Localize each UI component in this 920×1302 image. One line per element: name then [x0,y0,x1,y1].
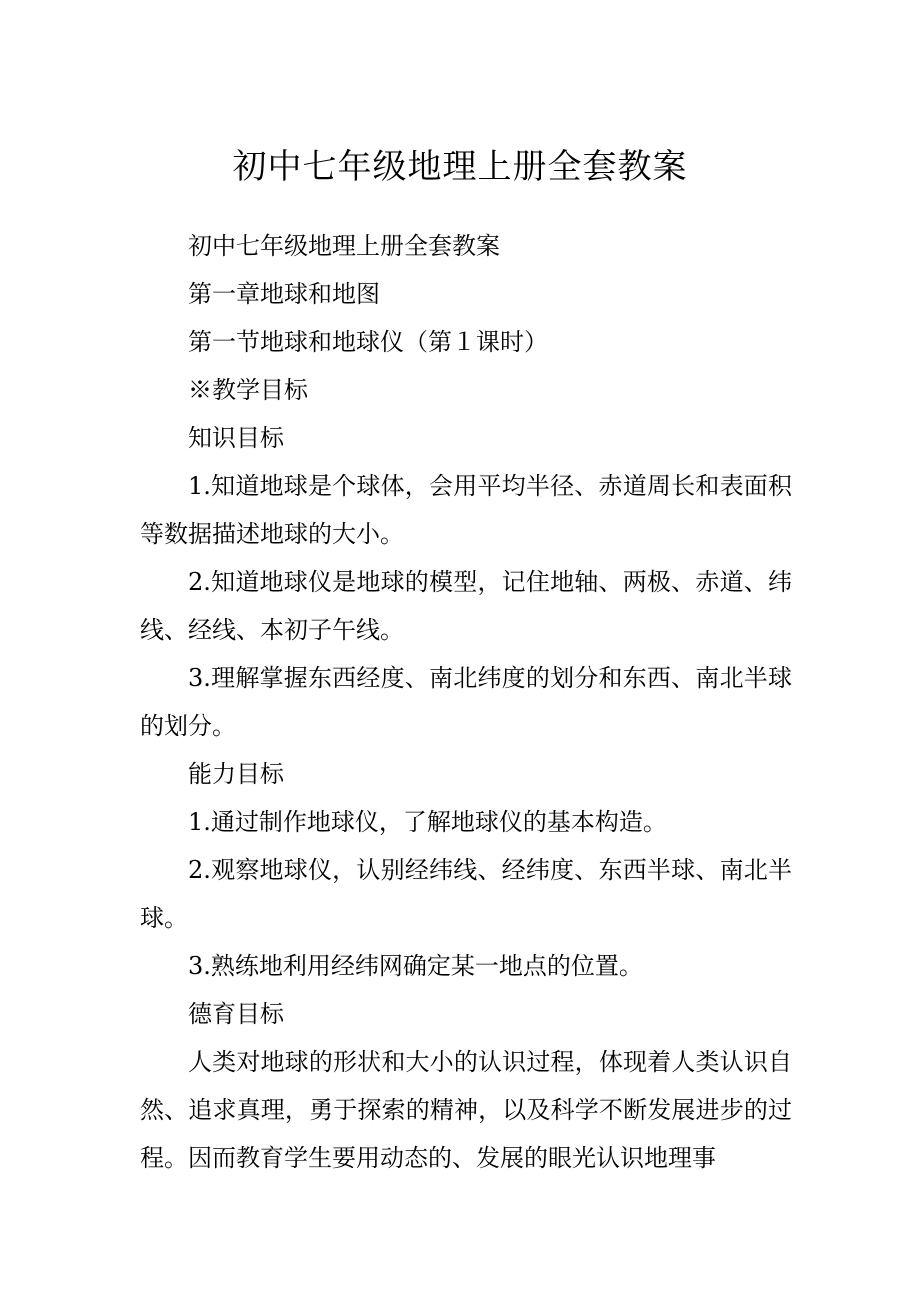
ability-goal-item: 3.熟练地利用经纬网确定某一地点的位置。 [188,952,643,980]
ability-goal-item: 2.观察地球仪，认别经纬线、经纬度、东西半球、南北半球。 [140,856,792,932]
knowledge-goal-item: 3.理解掌握东西经度、南北纬度的划分和东西、南北半球的划分。 [140,664,792,740]
knowledge-goal-item: 2.知道地球仪是地球的模型，记住地轴、两极、赤道、纬线、经线、本初子午线。 [140,568,792,644]
ability-goal-item: 1.通过制作地球仪，了解地球仪的基本构造。 [188,808,667,836]
document-body [140,222,792,1182]
teaching-goals-heading: ※教学目标 [188,376,308,404]
ability-goals-heading: 能力目标 [188,760,284,788]
document-title: 初中七年级地理上册全套教案 [232,147,688,187]
knowledge-goals-heading: 知识目标 [188,424,284,452]
knowledge-goal-item: 1.知道地球是个球体，会用平均半径、赤道周长和表面积等数据描述地球的大小。 [140,472,792,548]
moral-goals-heading: 德育目标 [188,1000,284,1028]
subtitle-paragraph: 初中七年级地理上册全套教案 [188,232,500,260]
chapter-heading: 第一章地球和地图 [188,280,380,308]
section-heading: 第一节地球和地球仪（第１课时） [188,328,548,356]
moral-goal-paragraph: 人类对地球的形状和大小的认识过程，体现着人类认识自然、追求真理，勇于探索的精神，以及科学不断发展进步的过程。因而教育学生要用动态的、发展的眼光认识地理事 [140,1048,792,1172]
